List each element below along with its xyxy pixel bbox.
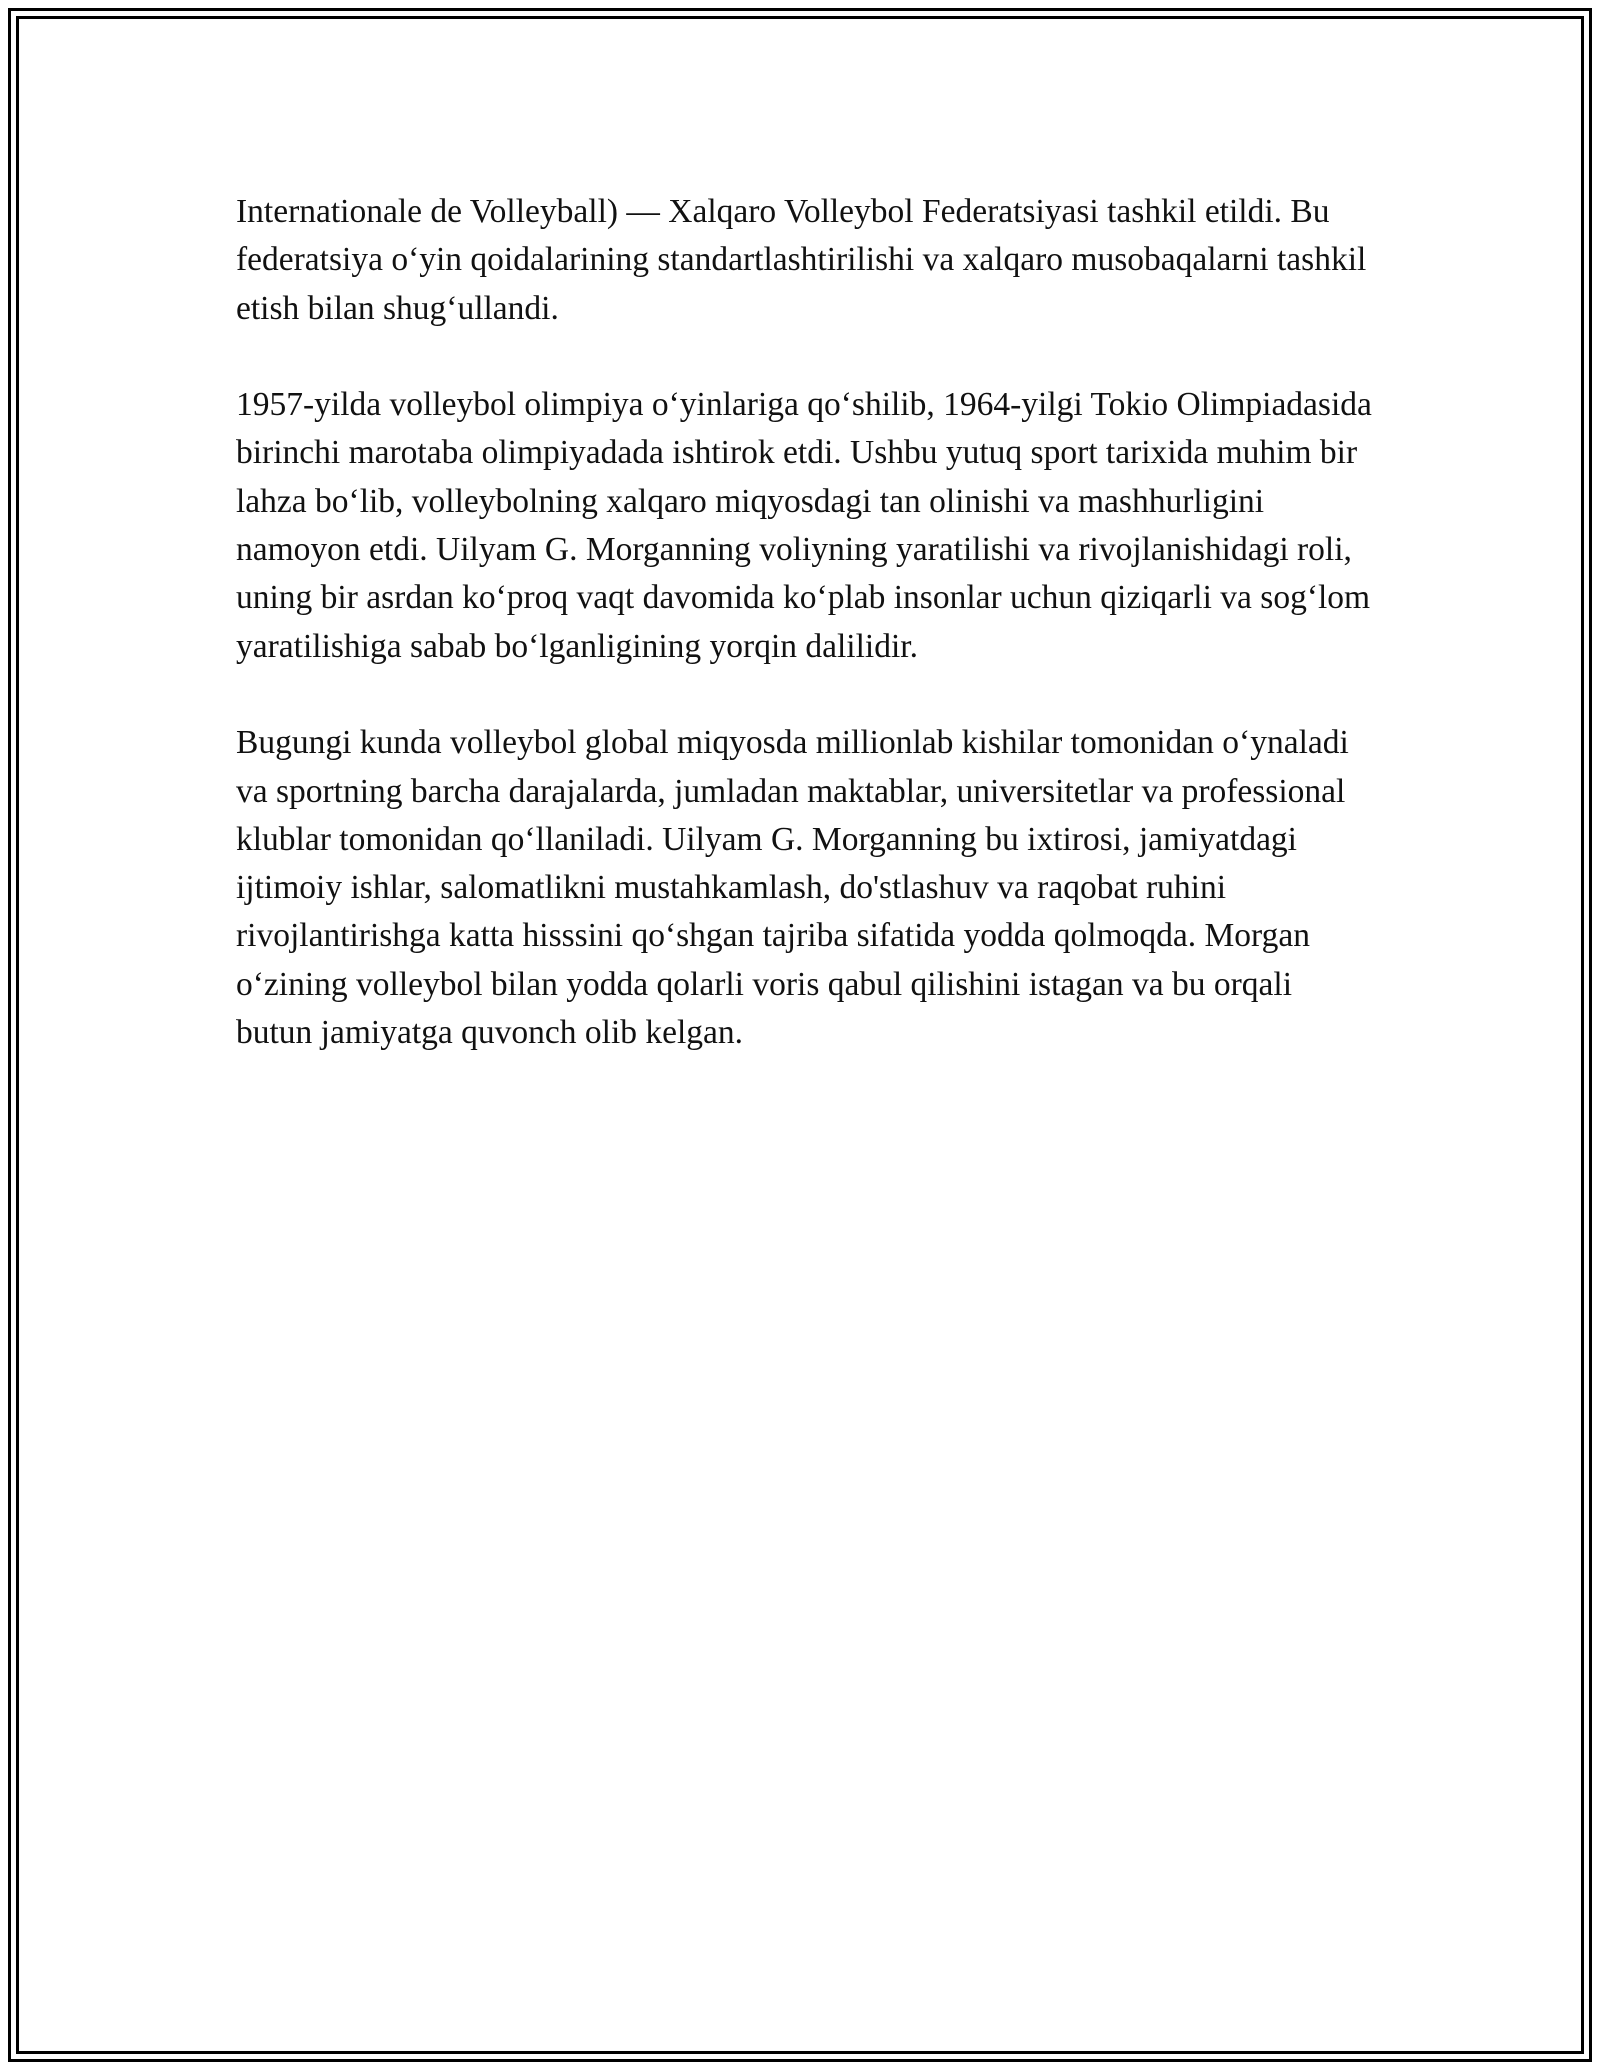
paragraph-3: Bugungi kunda volleybol global miqyosda millionlab kishilar tomonidan o‘ynaladi va sportning barcha darajalarda, jumladan maktablar, universitetlar va professional klublar tomonidan qo‘llaniladi. Uilyam G. Morganning bu ixtirosi, jamiyatdagi ijtimoiy ishlar, salomatlikni mustahkamlash, do'stlashuv va raqobat ruhini rivojlantirishga katta hisssini qo‘shgan tajriba sifatida yodda qolmoqda. Morgan o‘zining volleybol bilan yodda qolarli voris qabul qilishini istagan va bu orqali butun jamiyatga quvonch olib kelgan.	[236, 724, 1349, 1052]
paragraph-1: Internationale de Volleyball) — Xalqaro Volleybol Federatsiyasi tashkil etildi. Bu federatsiya o‘yin qoidalarining standartlashtirilishi va xalqaro musobaqalarni tashkil etish bilan shug‘ullandi.	[236, 193, 1367, 327]
document-body	[236, 188, 1376, 1057]
paragraph-2: 1957-yilda volleybol olimpiya o‘yinlariga qo‘shilib, 1964-yilgi Tokio Olimpiadasida birinchi marotaba olimpiyadada ishtirok etdi. Ushbu yutuq sport tarixida muhim bir lahza bo‘lib, volleybolning xalqaro miqyosdagi tan olinishi va mashhurligini namoyon etdi. Uilyam G. Morganning voliyning yaratilishi va rivojlanishidagi roli, uning bir asrdan ko‘proq vaqt davomida ko‘plab insonlar uchun qiziqarli va sog‘lom yaratilishiga sabab bo‘lganligining yorqin dalilidir.	[236, 386, 1372, 665]
